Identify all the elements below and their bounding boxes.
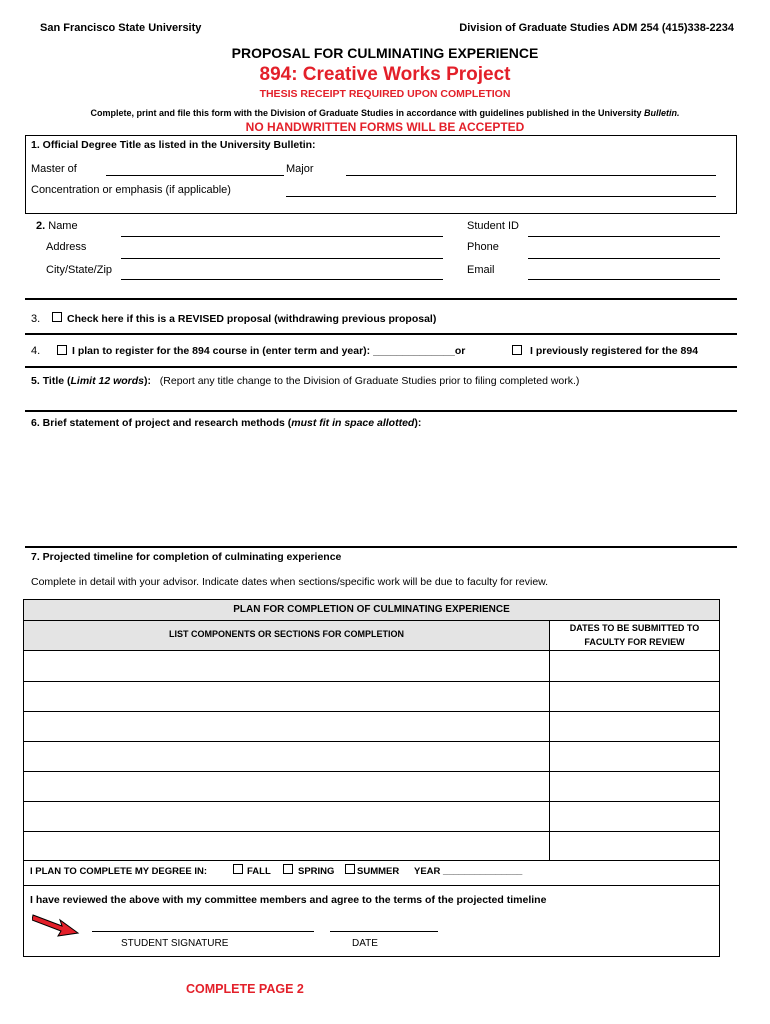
form-title: PROPOSAL FOR CULMINATING EXPERIENCE xyxy=(231,45,539,61)
complete-page-2-link[interactable]: COMPLETE PAGE 2 xyxy=(186,982,304,996)
thesis-note: THESIS RECEIPT REQUIRED UPON COMPLETION xyxy=(259,88,511,100)
section1-heading: 1. Official Degree Title as listed in the University Bulletin: xyxy=(31,139,316,151)
university-name: San Francisco State University xyxy=(40,22,202,34)
previously-registered-label: I previously registered for the 894 xyxy=(530,345,699,357)
plan-row-date-field[interactable] xyxy=(553,687,715,703)
section5-number: 5. xyxy=(31,375,40,387)
date-field[interactable] xyxy=(330,914,436,930)
plan-row-date-field[interactable] xyxy=(553,657,715,673)
divider xyxy=(25,135,26,213)
fall-checkbox[interactable] xyxy=(233,864,243,874)
plan-register-label: I plan to register for the 894 course in (enter term and year): ______________or xyxy=(72,345,466,357)
plan-row-component-field[interactable] xyxy=(27,837,545,853)
title-note: (Report any title change to the Division of Graduate Studies prior to filing completed work.) xyxy=(159,375,580,387)
name-field[interactable] xyxy=(121,220,441,236)
concentration-field[interactable] xyxy=(286,180,714,196)
plan-row-component-field[interactable] xyxy=(27,657,545,673)
agreement-text: I have reviewed the above with my committee members and agree to the terms of the projected timeline xyxy=(30,894,547,906)
title-close: ): xyxy=(144,375,152,387)
signature-field[interactable] xyxy=(92,914,312,930)
plan-register-checkbox[interactable] xyxy=(57,345,67,355)
student-id-label: Student ID xyxy=(467,220,519,232)
plan-row-component-field[interactable] xyxy=(27,717,545,733)
form-subtitle: 894: Creative Works Project xyxy=(259,64,511,85)
address-underline xyxy=(121,258,443,259)
student-id-field[interactable] xyxy=(528,220,718,236)
city-field[interactable] xyxy=(121,263,441,279)
email-field[interactable] xyxy=(528,263,718,279)
plan-row-date-field[interactable] xyxy=(553,777,715,793)
spring-label: SPRING xyxy=(298,866,335,877)
divider xyxy=(25,410,737,412)
section4-number: 4. xyxy=(31,345,41,357)
section7-instruction: Complete in detail with your advisor. Indicate dates when sections/specific work will be due to faculty for review. xyxy=(31,576,549,588)
section7-heading: 7. Projected timeline for completion of culminating experience xyxy=(31,551,342,563)
signature-label: STUDENT SIGNATURE xyxy=(121,938,229,949)
phone-field[interactable] xyxy=(528,242,718,258)
concentration-label: Concentration or emphasis (if applicable) xyxy=(31,184,231,196)
master-of-field[interactable] xyxy=(106,159,282,175)
address-label: Address xyxy=(46,241,87,253)
previously-registered-checkbox[interactable] xyxy=(512,345,522,355)
year-label: YEAR _______________ xyxy=(414,866,523,877)
plan-row-divider xyxy=(24,681,719,682)
title-limit: Limit 12 words xyxy=(70,375,145,387)
major-field[interactable] xyxy=(346,159,714,175)
signature-underline xyxy=(92,931,314,932)
plan-row-component-field[interactable] xyxy=(27,747,545,763)
section6-italic: must fit in space allotted xyxy=(291,417,415,429)
major-underline xyxy=(346,175,716,176)
summer-checkbox[interactable] xyxy=(345,864,355,874)
revised-label: Check here if this is a REVISED proposal (withdrawing previous proposal) xyxy=(67,313,437,325)
divider xyxy=(25,333,737,335)
instruction-line xyxy=(0,108,770,118)
plan-table-col2-label-1: DATES TO BE SUBMITTED TO xyxy=(569,623,700,633)
plan-row-component-field[interactable] xyxy=(27,687,545,703)
plan-row-component-field[interactable] xyxy=(27,807,545,823)
city-underline xyxy=(121,279,443,280)
city-label: City/State/Zip xyxy=(46,264,113,276)
division-info: Division of Graduate Studies ADM 254 (415)338-2234 xyxy=(459,22,734,34)
plan-table-title: PLAN FOR COMPLETION OF CULMINATING EXPERIENCE xyxy=(233,604,510,615)
divider xyxy=(25,546,737,548)
email-underline xyxy=(528,279,720,280)
plan-table-header-divider xyxy=(24,650,719,651)
instruction-text: Complete, print and file this form with the Division of Graduate Studies in accordance with guidelines published in the University xyxy=(90,108,645,118)
red-arrow-icon xyxy=(32,911,80,939)
plan-row-date-field[interactable] xyxy=(553,717,715,733)
plan-row-divider xyxy=(24,831,719,832)
no-handwritten-warning: NO HANDWRITTEN FORMS WILL BE ACCEPTED xyxy=(245,120,525,134)
section5-title-line xyxy=(31,375,579,387)
master-of-label: Master of xyxy=(31,163,77,175)
name-underline xyxy=(121,236,443,237)
plan-row-date-field[interactable] xyxy=(553,807,715,823)
phone-label: Phone xyxy=(467,241,499,253)
phone-underline xyxy=(528,258,720,259)
completion-divider xyxy=(23,885,720,886)
title-label: Title ( xyxy=(42,375,71,387)
email-label: Email xyxy=(467,264,495,276)
divider xyxy=(25,213,737,214)
complete-degree-label: I PLAN TO COMPLETE MY DEGREE IN: xyxy=(30,866,207,877)
section6-label: 6. Brief statement of project and research methods ( xyxy=(31,417,292,429)
date-underline xyxy=(330,931,438,932)
plan-row-divider xyxy=(24,711,719,712)
address-field[interactable] xyxy=(121,242,441,258)
statement-textarea[interactable] xyxy=(31,434,731,540)
concentration-underline xyxy=(286,196,716,197)
master-of-underline xyxy=(106,175,284,176)
major-label: Major xyxy=(286,163,314,175)
fall-label: FALL xyxy=(247,866,271,877)
spring-checkbox[interactable] xyxy=(283,864,293,874)
section6-close: ): xyxy=(414,417,422,429)
student-id-underline xyxy=(528,236,720,237)
plan-row-date-field[interactable] xyxy=(553,747,715,763)
section6-heading xyxy=(31,417,421,429)
instruction-bulletin: Bulletin. xyxy=(644,108,680,118)
divider xyxy=(25,135,737,136)
plan-row-divider xyxy=(24,801,719,802)
plan-table-col1-label: LIST COMPONENTS OR SECTIONS FOR COMPLETION xyxy=(168,629,404,639)
divider xyxy=(25,366,737,368)
section2-label xyxy=(36,220,78,232)
section2-number: 2. xyxy=(36,220,46,232)
date-label: DATE xyxy=(352,938,378,949)
plan-row-divider xyxy=(24,771,719,772)
revised-checkbox[interactable] xyxy=(52,312,62,322)
name-label: Name xyxy=(48,220,78,232)
divider xyxy=(25,298,737,300)
plan-row-divider xyxy=(24,741,719,742)
summer-label: SUMMER xyxy=(357,866,400,877)
plan-table-col2-label-2: FACULTY FOR REVIEW xyxy=(584,637,685,647)
divider xyxy=(736,135,737,213)
section3-number: 3. xyxy=(31,313,41,325)
plan-row-date-field[interactable] xyxy=(553,837,715,853)
plan-row-component-field[interactable] xyxy=(27,777,545,793)
title-field[interactable] xyxy=(31,392,731,408)
